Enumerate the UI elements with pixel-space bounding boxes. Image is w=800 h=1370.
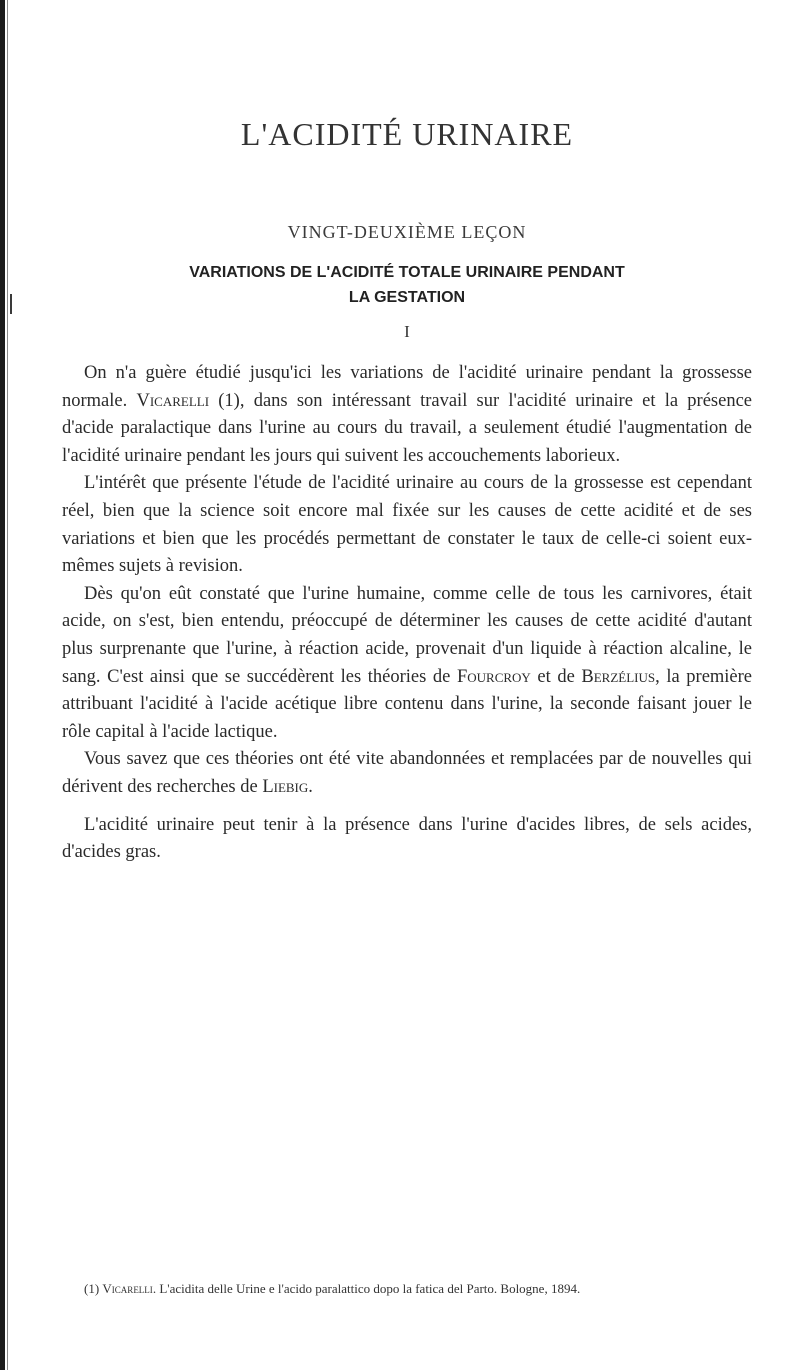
- author-fourcroy: Fourcroy: [456, 666, 531, 687]
- paragraph-4-rest: .: [308, 776, 313, 797]
- footnote-text: . L'acidita delle Urine e l'acido paralattico dopo la fatica del Parto. Bologne, 1894.: [152, 1281, 581, 1296]
- chapter-heading-line-1: VARIATIONS DE L'ACIDITÉ TOTALE URINAIRE PENDANT: [189, 264, 625, 281]
- page-edge-thin: [7, 0, 8, 1370]
- author-berzelius: Berzélius: [581, 666, 656, 687]
- footnote-author: Vicarelli: [102, 1281, 153, 1296]
- author-liebig: Liebig: [262, 776, 309, 797]
- footnote-marker: (1): [84, 1281, 103, 1296]
- chapter-heading-line-2: LA GESTATION: [348, 289, 466, 306]
- lesson-title: VINGT-DEUXIÈME LEÇON: [287, 222, 527, 242]
- section-number: I: [404, 322, 410, 341]
- margin-mark: [10, 294, 12, 314]
- page-title: L'ACIDITÉ URINAIRE: [240, 116, 574, 152]
- paragraph-2: L'intérêt que présente l'étude de l'acidité urinaire au cours de la grossesse est cependant réel, bien que la science soit encore mal fixée sur les causes de cette acidité et de ses variations et bien que les procédés permettant de constater le taux de celle-ci soient eux-mêmes sujets à revision.: [62, 473, 752, 577]
- paragraph-1-rest: (1), dans son intéressant travail sur l'acidité urinaire et la présence d'acide paralactique dans l'urine au cours du travail, a seulement étudié l'augmentation de l'acidité urinaire pendant les jours qui suivent les accouchements laborieux.: [62, 390, 752, 466]
- paragraph-3: [62, 581, 752, 747]
- paragraph-3-mid: et de: [530, 666, 582, 687]
- chapter-heading: [62, 260, 752, 310]
- paragraph-4: [62, 746, 752, 801]
- body-text: [62, 360, 752, 867]
- paragraph-5: L'acidité urinaire peut tenir à la présence dans l'urine d'acides libres, de sels acides, d'acides gras.: [62, 814, 752, 863]
- paragraph-1-start: On n'a guère étudié jusqu'ici les variations de l'acidité urinaire pendant la grossesse normale.: [62, 363, 752, 411]
- paragraph-4-start: Vous savez que ces théories ont été vite abandonnées et remplacées par de nouvelles qui dérivent des recherches de: [62, 749, 752, 797]
- footnote: [62, 1280, 752, 1298]
- paragraph-3-start: Dès qu'on eût constaté que l'urine humaine, comme celle de tous les carnivores, était acide, on s'est, bien entendu, préoccupé de déterminer les causes de cette acidité d'autant plus surprenante que l'urine, à réaction acide, provenait d'un liquide à réaction alcaline, le sang. C'est ainsi que se succédèrent les théories de: [62, 583, 752, 687]
- page-edge-dark: [0, 0, 5, 1370]
- author-vicarelli: Vicarelli: [136, 390, 210, 411]
- paragraph-1: [62, 360, 752, 470]
- paragraph-3-rest: , la première attribuant l'acidité à l'acide acétique libre contenu dans l'urine, la seconde faisant jouer le rôle capital à l'acide lactique.: [62, 666, 753, 742]
